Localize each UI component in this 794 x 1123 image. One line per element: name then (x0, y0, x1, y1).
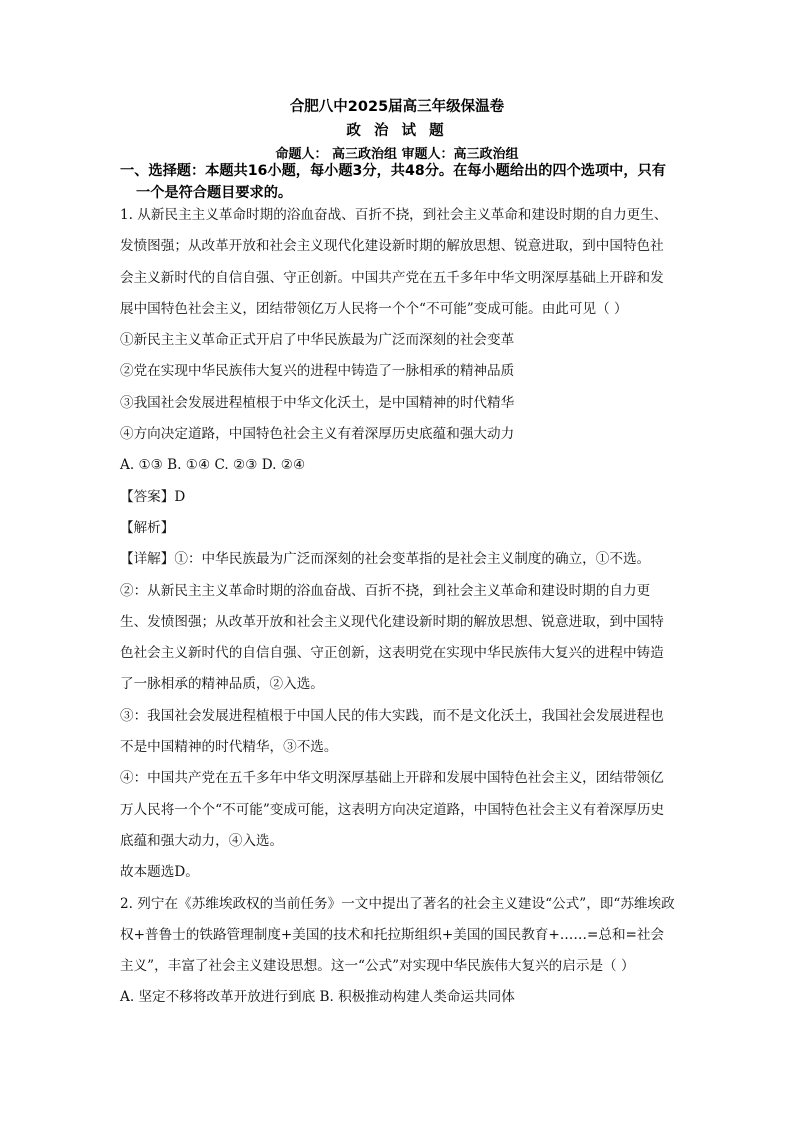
subject-title: 政 治 试 题 (346, 123, 448, 139)
q1-conclusion: 故本题选D。 (120, 864, 199, 881)
q1-option-3: ③我国社会发展进程植根于中华文化沃土，是中国精神的时代精华 (120, 394, 515, 411)
q2-stem: 2. 列宁在《苏维埃政权的当前任务》一文中提出了著名的社会主义建设“公式”，即“苏维埃政权+普鲁士的铁路管理制度+美国的技术和托拉斯组织+美国的国民教育+……=总和=社会主义”，丰富了社会主义建设思想。这一“公式”对实现中华民族伟大复兴的启示是（ ） (120, 895, 675, 975)
question-body (120, 200, 676, 1014)
exam-title: 合肥八中2025届高三年级保温卷 (289, 99, 505, 115)
q1-detail-3: ③：我国社会发展进程植根于中国人民的伟大实践，而不是文化沃土，我国社会发展进程也不是中国精神的时代精华，③不选。 (120, 707, 664, 756)
section-heading-line2: 一个是符合题目要求的。 (136, 185, 293, 201)
q1-detail-2: ②：从新民主主义革命时期的浴血奋战、百折不挠，到社会主义革命和建设时期的自力更生、发愤图强；从改革开放和社会主义现代化建设新时期的解放思想、锐意进取，到中国特色社会主义新时代的自信自强、守正创新，这表明党在实现中华民族伟大复兴的进程中铸造了一脉相承的精神品质，②入选。 (120, 582, 664, 693)
q1-detail-1: 【详解】①：中华民族最为广泛而深刻的社会变革指的是社会主义制度的确立，①不选。 (120, 551, 651, 568)
q1-option-2: ②党在实现中华民族伟大复兴的进程中铸造了一脉相承的精神品质 (120, 363, 515, 380)
q1-stem: 1. 从新民主主义革命时期的浴血奋战、百折不挠，到社会主义革命和建设时期的自力更生、发愤图强；从改革开放和社会主义现代化建设新时期的解放思想、锐意进取，到中国特色社会主义新时代的自信自强、守正创新。中国共产党在五千多年中华文明深厚基础上开辟和发展中国特色社会主义，团结带领亿万人民将一个个“不可能”变成可能。由此可见（ ） (120, 207, 668, 317)
q1-analysis-heading: 【解析】 (120, 519, 175, 536)
q1-choices: A. ①③ B. ①④ C. ②③ D. ②④ (120, 457, 306, 474)
section-heading-line1: 一、选择题：本题共16小题，每小题3分，共48分。在每小题给出的四个选项中，只有 (120, 163, 666, 179)
q2-choices-ab: A. 坚定不移将改革开放进行到底 B. 积极推动构建人类命运共同体 (120, 989, 515, 1006)
q1-option-1: ①新民主主义革命正式开启了中华民族最为广泛而深刻的社会变革 (120, 332, 515, 349)
section-heading (120, 160, 680, 204)
q1-answer: 【答案】D (120, 488, 186, 505)
q1-detail-4: ④：中国共产党在五千多年中华文明深厚基础上开辟和发展中国特色社会主义，团结带领亿万人民将一个个“不可能”变成可能，这表明方向决定道路，中国特色社会主义有着深厚历史底蕴和强大动力，④入选。 (120, 770, 665, 849)
authors-line: 命题人： 高三政治组 审题人：高三政治组 (275, 147, 519, 162)
q1-option-4: ④方向决定道路，中国特色社会主义有着深厚历史底蕴和强大动力 (120, 426, 515, 443)
